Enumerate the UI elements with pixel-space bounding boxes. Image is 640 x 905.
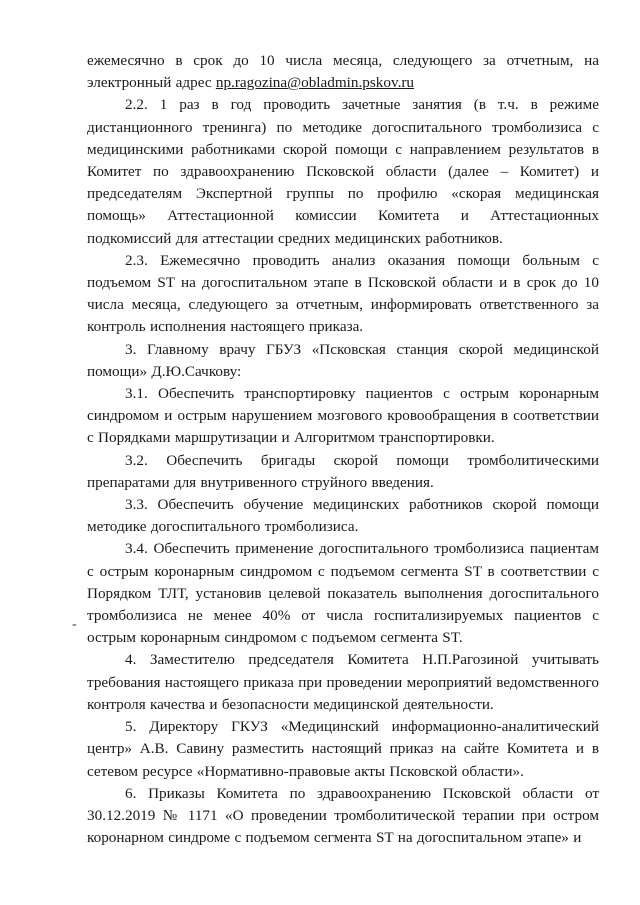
paragraph-continuation-text: ежемесячно в срок до 10 числа месяца, следующего за отчетным, на электронный адрес bbox=[87, 52, 599, 92]
document-body bbox=[87, 50, 599, 849]
paragraph-3-3: 3.3. Обеспечить обучение медицинских работников скорой помощи методике догоспитального тромболизиса. bbox=[87, 496, 599, 536]
paragraph-3-1: 3.1. Обеспечить транспортировку пациентов с острым коронарным синдромом и острым нарушением мозгового кровообращения в соответствии с Порядками маршрутизации и Алгоритмом транспортировки. bbox=[87, 385, 599, 447]
paragraph-3-4: 3.4. Обеспечить применение догоспитального тромболизиса пациентам с острым коронарным синдромом с подъемом сегмента ST в соответствии с Порядком ТЛТ, установив целевой показатель выполнения догоспитального тромболизиса не менее 40% от числа госпитализируемых пациентов с острым коронарным синдромом с подъемом сегмента ST. bbox=[87, 540, 599, 647]
email-link[interactable]: np.ragozina@obladmin.pskov.ru bbox=[215, 74, 415, 92]
paragraph-3: 3. Главному врачу ГБУЗ «Псковская станция скорой медицинской помощи» Д.Ю.Сачкову: bbox=[87, 340, 599, 380]
paragraph-5: 5. Директору ГКУЗ «Медицинский информационно-аналитический центр» А.В. Савину разместить настоящий приказ на сайте Комитета и в сетевом ресурсе «Нормативно-правовые акты Псковской области». bbox=[87, 718, 599, 780]
paragraph-3-2: 3.2. Обеспечить бригады скорой помощи тромболитическими препаратами для внутривенного струйного введения. bbox=[87, 451, 599, 491]
paragraph-4: 4. Заместителю председателя Комитета Н.П.Рагозиной учитывать требования настоящего приказа при проведении мероприятий ведомственного контроля качества и безопасности медицинской деятельности. bbox=[87, 651, 599, 713]
paragraph-2-2: 2.2. 1 раз в год проводить зачетные занятия (в т.ч. в режиме дистанционного тренинга) по методике догоспитального тромболизиса с медицинскими работниками скорой помощи с направлением результатов в Комитет по здравоохранению Псковской области (далее – Комитет) и председателям Экспертной группы по профилю «скорая медицинская помощь» Аттестационной комиссии Комитета и Аттестационных подкомиссий для аттестации средних медицинских работников. bbox=[87, 96, 599, 247]
paragraph-6: 6. Приказы Комитета по здравоохранению Псковской области от 30.12.2019 № 1171 «О проведении тромболитической терапии при остром коронарном синдроме с подъемом сегмента ST на догоспитальном этапе» и bbox=[87, 784, 599, 847]
margin-mark: - bbox=[72, 617, 77, 632]
paragraph-2-3: 2.3. Ежемесячно проводить анализ оказания помощи больным с подъемом ST на догоспитальном этапе в Псковской области и в срок до 10 числа месяца, следующего за отчетным, информировать ответственного за контроль исполнения настоящего приказа. bbox=[87, 251, 599, 336]
paragraph-continuation bbox=[87, 50, 599, 94]
